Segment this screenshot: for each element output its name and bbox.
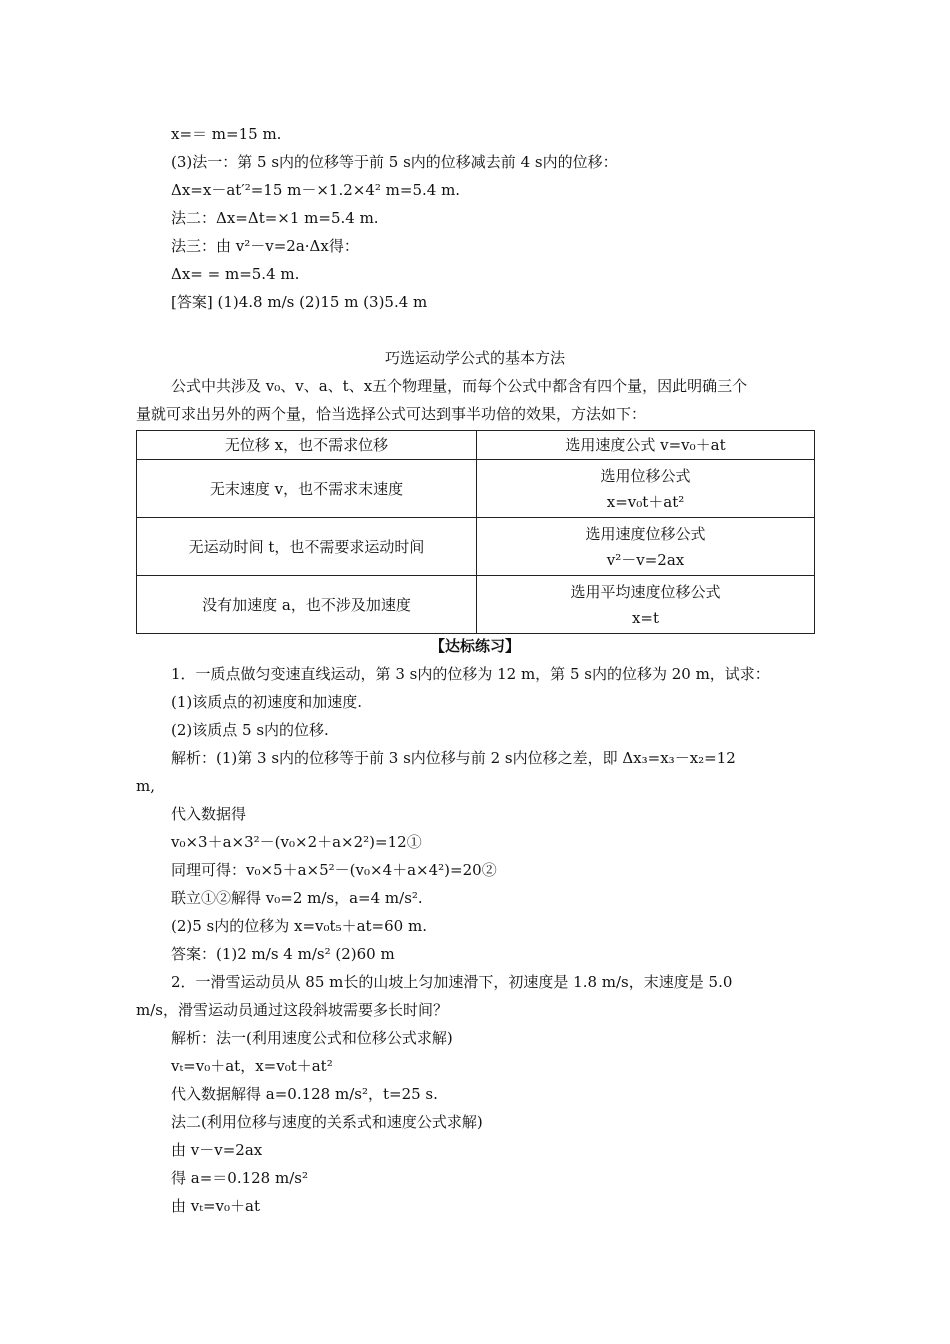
text-line: Δx=x－at′²=15 m－×1.2×4² m=5.4 m. — [171, 181, 461, 199]
formula-cell: 选用平均速度位移公式 x=t — [477, 576, 815, 634]
text-line: (2)该质点 5 s内的位移. — [171, 721, 329, 739]
practice-heading: 【达标练习】 — [429, 637, 520, 655]
text-line: m/s，滑雪运动员通过这段斜坡需要多长时间？ — [136, 1001, 448, 1019]
answer-line: [答案] (1)4.8 m/s (2)15 m (3)5.4 m — [171, 293, 428, 311]
intro-line: 量就可求出另外的两个量，恰当选择公式可达到事半功倍的效果，方法如下： — [136, 405, 647, 423]
text-line: 2．一滑雪运动员从 85 m长的山坡上匀加速滑下，初速度是 1.8 m/s，末速度是 5.0 — [171, 973, 733, 991]
text-line: 法二(利用位移与速度的关系式和速度公式求解) — [171, 1113, 483, 1131]
text-line: (1)该质点的初速度和加速度. — [171, 693, 363, 711]
text-line: 同理可得：v₀×5＋a×5²－(v₀×4＋a×4²)=20② — [171, 861, 497, 879]
text-line: 由 v－v=2ax — [171, 1141, 263, 1159]
text-line: 由 vₜ=v₀＋at — [171, 1197, 260, 1215]
table-row — [137, 518, 815, 576]
text-line: 解析：(1)第 3 s内的位移等于前 3 s内位移与前 2 s内位移之差，即 Δx₃=x₃－x₂=12 — [171, 749, 736, 767]
table-row — [137, 431, 815, 460]
condition-cell: 无运动时间 t，也不需要求运动时间 — [137, 518, 477, 576]
text-line: 法二：Δx=Δt=×1 m=5.4 m. — [171, 209, 379, 227]
condition-cell: 没有加速度 a，也不涉及加速度 — [137, 576, 477, 634]
condition-cell: 无末速度 v，也不需求末速度 — [137, 460, 477, 518]
intro-line: 公式中共涉及 v₀、v、a、t、x五个物理量，而每个公式中都含有四个量，因此明确三个 — [171, 377, 748, 395]
formula-cell: 选用位移公式 x=v₀t＋at² — [477, 460, 815, 518]
text-line: 法三：由 v²－v=2a·Δx得： — [171, 237, 359, 255]
formula-cell: 选用速度公式 v=v₀＋at — [477, 431, 815, 460]
text-line: (3)法一：第 5 s内的位移等于前 5 s内的位移减去前 4 s内的位移： — [171, 153, 618, 171]
text-line: 解析：法一(利用速度公式和位移公式求解) — [171, 1029, 453, 1047]
table-row — [137, 460, 815, 518]
text-line: 代入数据得 — [171, 805, 247, 823]
text-line: 联立①②解得 v₀=2 m/s，a=4 m/s². — [171, 889, 423, 907]
section-title: 巧选运动学公式的基本方法 — [384, 349, 565, 367]
text-line: 代入数据解得 a=0.128 m/s²，t=25 s. — [171, 1085, 438, 1103]
text-line: 得 a=＝0.128 m/s² — [171, 1169, 308, 1187]
text-line: m, — [136, 777, 155, 795]
table-row — [137, 576, 815, 634]
condition-cell: 无位移 x，也不需求位移 — [137, 431, 477, 460]
text-line: x=＝ m=15 m. — [171, 125, 282, 143]
text-line: Δx= = m=5.4 m. — [171, 265, 300, 283]
text-line: v₀×3＋a×3²－(v₀×2＋a×2²)=12① — [171, 833, 422, 851]
text-line: 1．一质点做匀变速直线运动，第 3 s内的位移为 12 m，第 5 s内的位移为 20 m，试求： — [171, 665, 770, 683]
text-line: vₜ=v₀＋at，x=v₀t＋at² — [171, 1057, 333, 1075]
formula-selection-table — [136, 430, 815, 634]
formula-cell: 选用速度位移公式 v²－v=2ax — [477, 518, 815, 576]
text-line: 答案：(1)2 m/s 4 m/s² (2)60 m — [171, 945, 395, 963]
text-line: (2)5 s内的位移为 x=v₀t₅＋at=60 m. — [171, 917, 427, 935]
